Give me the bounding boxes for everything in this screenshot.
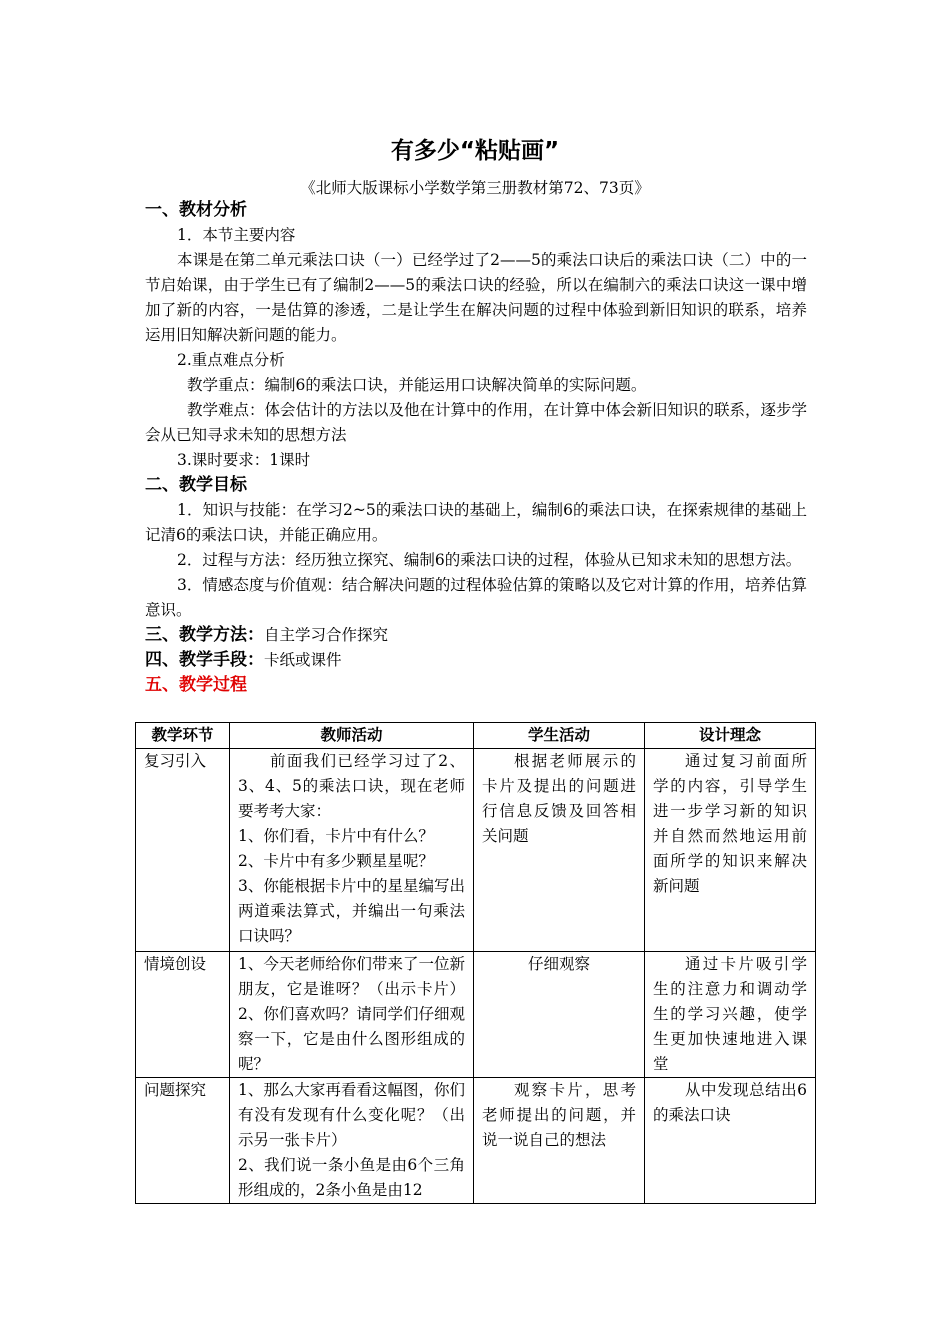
teacher-cell — [230, 952, 474, 1078]
section-heading-1: 一、教材分析 — [145, 200, 247, 220]
header-design: 设计理念 — [645, 723, 816, 749]
goal-3: 3．情感态度与价值观：结合解决问题的过程体验估算的策略以及它对计算的作用，培养估算意识。 — [145, 576, 807, 619]
difficult-point: 教学难点：体会估计的方法以及他在计算中的作用，在计算中体会新旧知识的联系，逐步学会从已知寻求未知的思想方法 — [145, 401, 808, 444]
section4-content: 卡纸或课件 — [264, 651, 342, 669]
section4-label: 四、教学手段： — [145, 650, 264, 670]
teacher-line: 1、你们看，卡片中有什么？ — [238, 827, 434, 845]
student-cell: 仔细观察 — [474, 952, 645, 1078]
student-cell: 根据老师展示的卡片及提出的问题进行信息反馈及回答相关问题 — [474, 749, 645, 952]
section1-paragraph: 本课是在第二单元乘法口诀（一）已经学过了2——5的乘法口诀后的乘法口诀（二）中的一节启始课，由于学生已有了编制2——5的乘法口诀的经验，所以在编制六的乘法口诀这一课中增加了新的内容，一是估算的渗透，二是让学生在解决问题的过程中体验到新旧知识的联系，培养运用旧知解决新问题的能力。 — [145, 251, 807, 344]
teacher-line: 2、卡片中有多少颗星星呢？ — [238, 852, 434, 870]
section-heading-4 — [145, 648, 807, 673]
header-teacher: 教师活动 — [230, 723, 474, 749]
stage-cell: 问题探究 — [136, 1078, 230, 1204]
header-student: 学生活动 — [474, 723, 645, 749]
document-title: 有多少“粘贴画” — [390, 138, 560, 164]
key-point: 教学重点：编制6的乘法口诀，并能运用口诀解决简单的实际问题。 — [187, 376, 647, 394]
section-heading-5: 五、教学过程 — [145, 675, 247, 695]
section-heading-2: 二、教学目标 — [145, 475, 247, 495]
teacher-line: 2、我们说一条小鱼是由6个三角形组成的，2条小鱼是由12 — [238, 1156, 465, 1199]
section3-label: 三、教学方法： — [145, 625, 264, 645]
table-row — [136, 952, 816, 1078]
document-subtitle: 《北师大版课标小学数学第三册教材第72、73页》 — [300, 179, 650, 197]
section1-item1: 1．本节主要内容 — [177, 226, 296, 244]
teacher-cell — [230, 1078, 474, 1204]
design-cell: 从中发现总结出6的乘法口诀 — [645, 1078, 816, 1204]
stage-cell: 复习引入 — [136, 749, 230, 952]
goal-2: 2．过程与方法：经历独立探究、编制6的乘法口诀的过程，体验从已知求未知的思想方法。 — [177, 551, 802, 569]
teaching-process-table — [135, 722, 816, 1204]
student-cell: 观察卡片，思考老师提出的问题，并说一说自己的想法 — [474, 1078, 645, 1204]
table-row — [136, 1078, 816, 1204]
section-heading-3 — [145, 623, 807, 648]
header-stage: 教学环节 — [136, 723, 230, 749]
teacher-line: 3、你能根据卡片中的星星编写出两道乘法算式，并编出一句乘法口诀吗？ — [238, 877, 465, 945]
document-body — [145, 198, 807, 698]
section3-content: 自主学习合作探究 — [264, 626, 389, 644]
stage-cell: 情境创设 — [136, 952, 230, 1078]
section1-item3: 3.课时要求：1课时 — [177, 451, 311, 469]
teacher-line: 前面我们已经学习过了2、3、4、5的乘法口诀，现在老师要考考大家： — [238, 752, 465, 820]
table-header-row — [136, 723, 816, 749]
goal-1: 1．知识与技能：在学习2~5的乘法口诀的基础上，编制6的乘法口诀，在探索规律的基础上记清6的乘法口诀，并能正确应用。 — [145, 501, 807, 544]
teacher-line: 1、那么大家再看看这幅图，你们有没有发现有什么变化呢？（出示另一张卡片） — [238, 1081, 465, 1149]
design-cell: 通过复习前面所学的内容，引导学生进一步学习新的知识并自然而然地运用前面所学的知识来解决新问题 — [645, 749, 816, 952]
design-cell: 通过卡片吸引学生的注意力和调动学生的学习兴趣，使学生更加快速地进入课堂 — [645, 952, 816, 1078]
teacher-cell — [230, 749, 474, 952]
section1-item2: 2.重点难点分析 — [177, 351, 285, 369]
teacher-line: 1、今天老师给你们带来了一位新朋友，它是谁呀？（出示卡片）2、你们喜欢吗？请同学们仔细观察一下，它是由什么图形组成的呢？ — [238, 955, 465, 1073]
table-row — [136, 749, 816, 952]
